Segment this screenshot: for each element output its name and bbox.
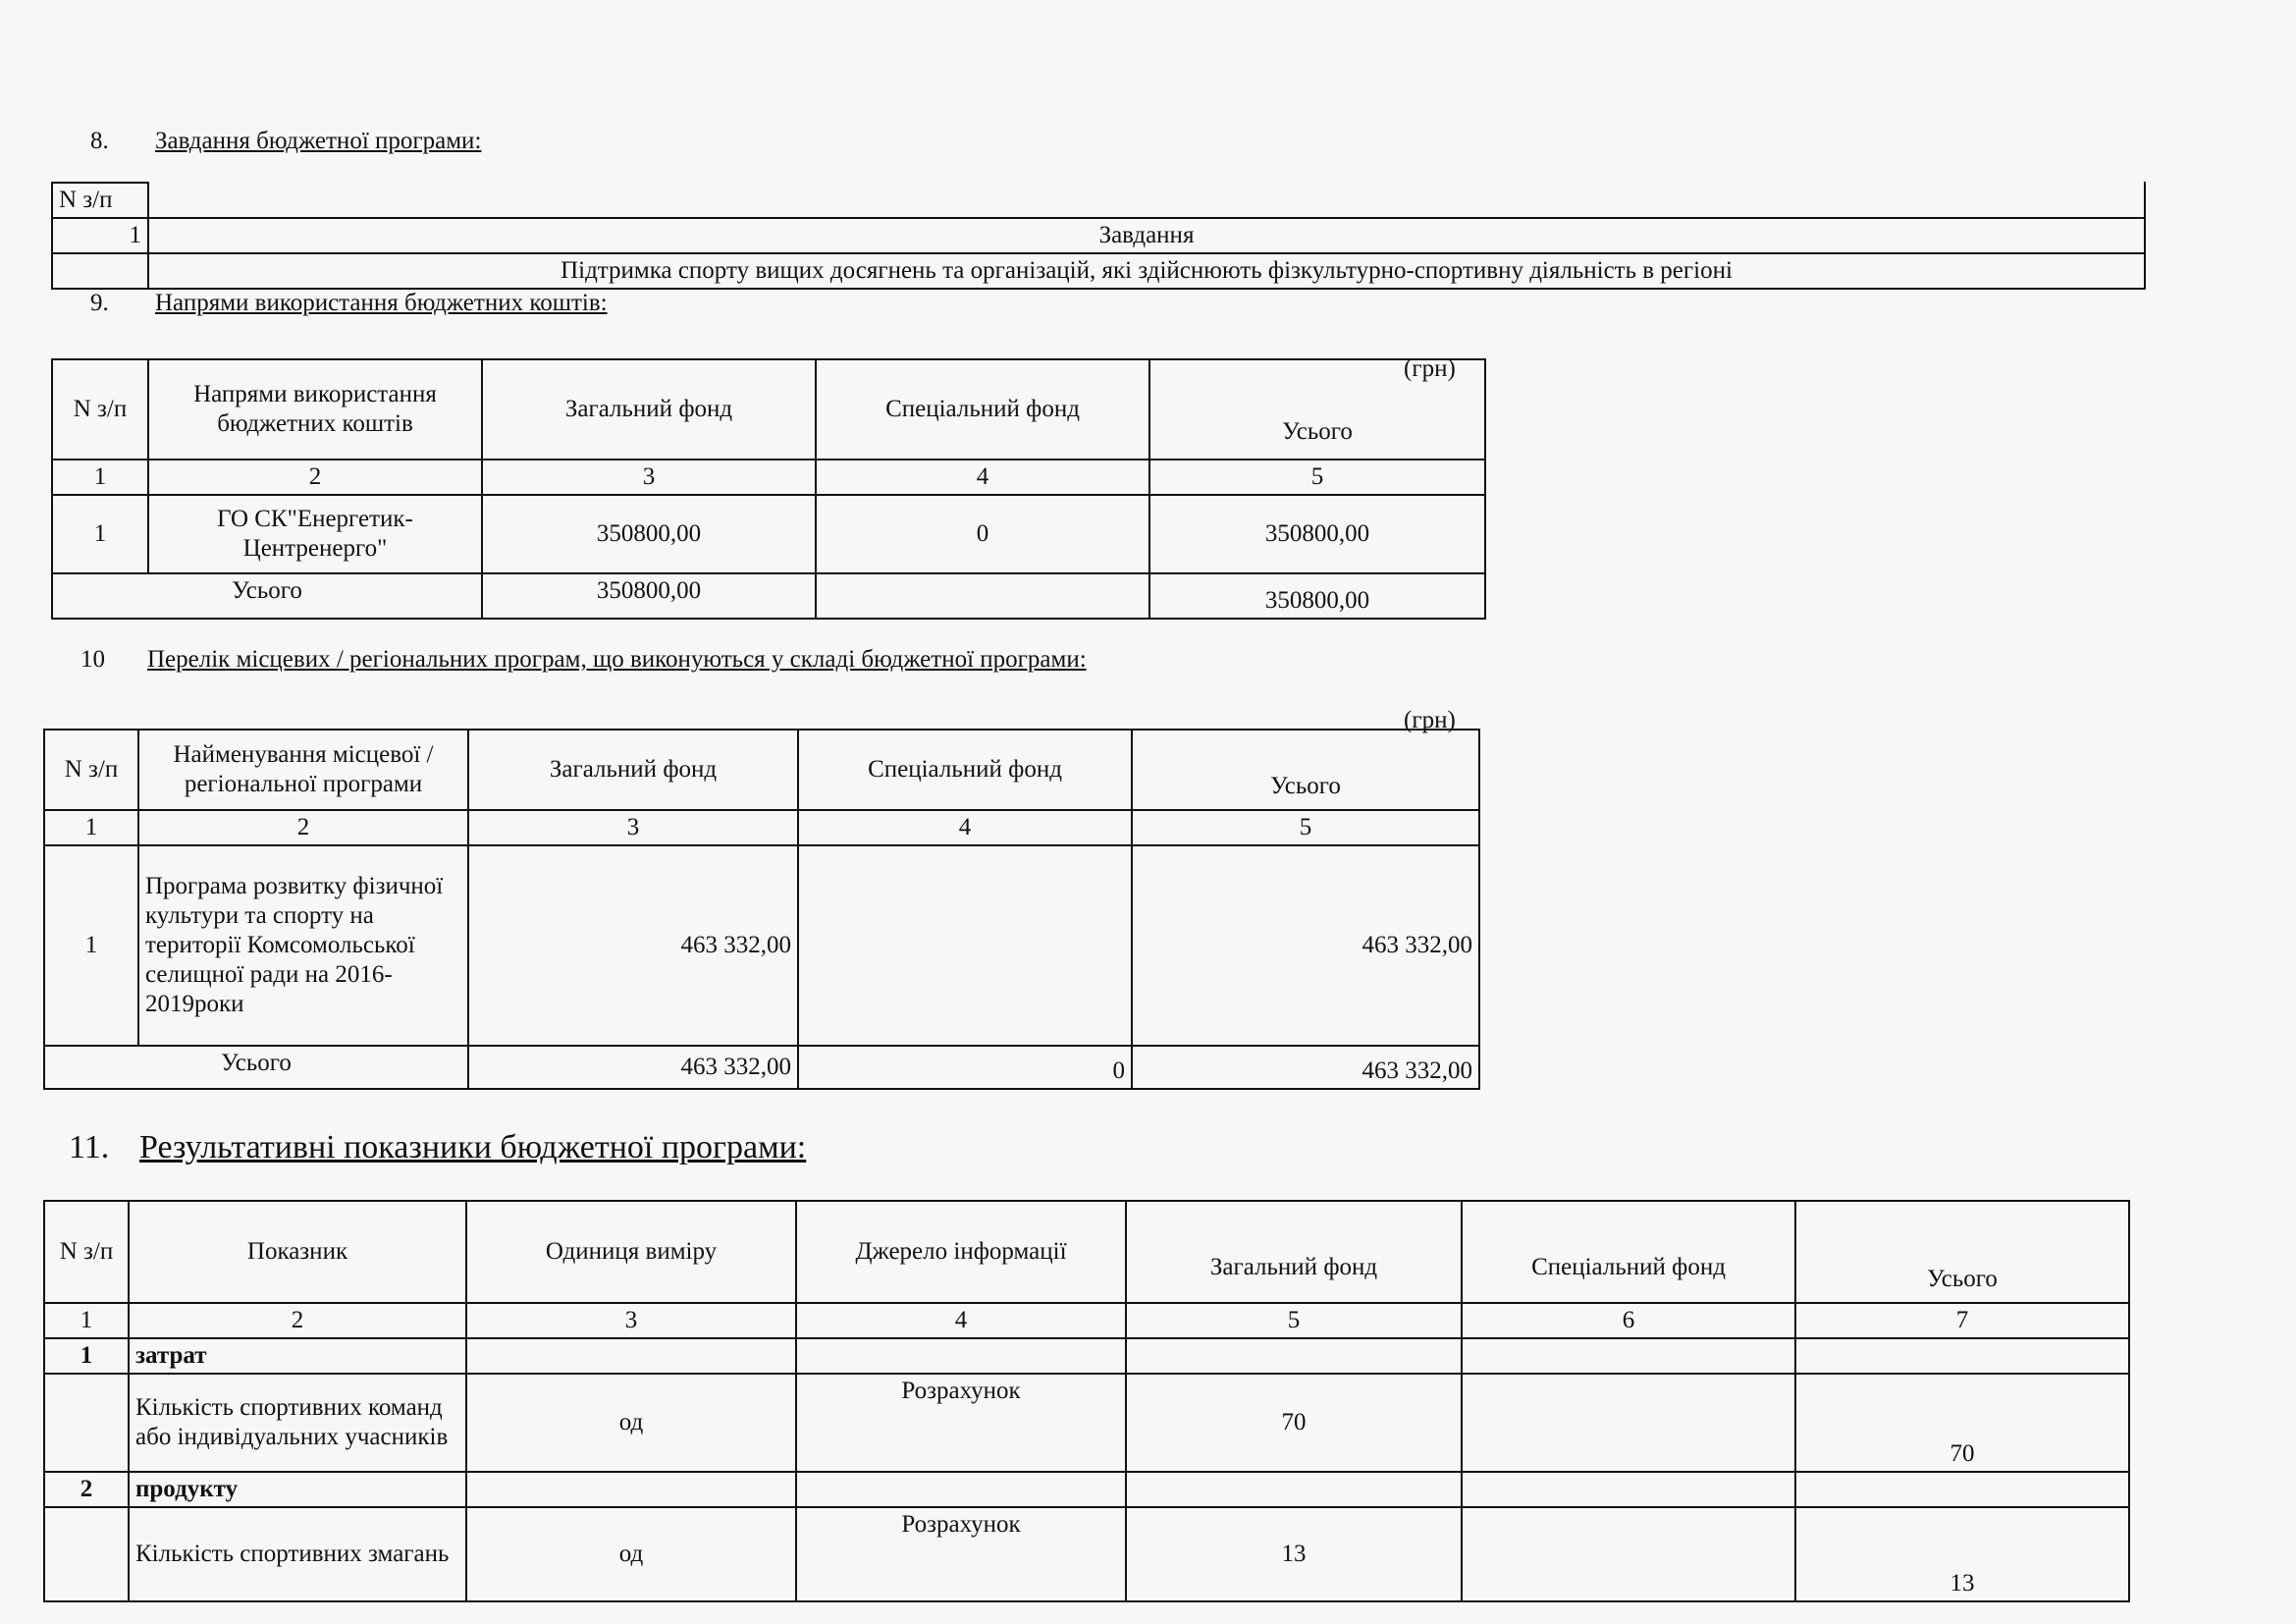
- recipient-name: ГО СК"Енергетик-Центренерго": [148, 495, 482, 573]
- table-row: [44, 845, 1479, 1046]
- table-row: [52, 253, 2145, 289]
- grand-total: 463 332,00: [1132, 1046, 1479, 1089]
- header-cell: Джерело інформації: [796, 1201, 1126, 1303]
- empty-cell: [1795, 1472, 2129, 1507]
- empty-cell: [796, 1338, 1126, 1374]
- column-number: 3: [482, 460, 816, 495]
- indicator-source: Розрахунок: [796, 1507, 1126, 1601]
- header-cell: N з/п: [44, 1201, 129, 1303]
- column-number-row: [52, 460, 1485, 495]
- header-cell: Усього: [1795, 1201, 2129, 1303]
- indicator-name: Кількість спортивних команд або індивідуальних учасників: [129, 1374, 466, 1472]
- row-number: 1: [52, 495, 148, 573]
- column-number: 3: [466, 1303, 796, 1338]
- section-8-heading: [90, 128, 481, 155]
- empty-cell: [44, 1507, 129, 1601]
- row-number: 1: [52, 218, 148, 253]
- indicator-name: Кількість спортивних змагань: [129, 1507, 466, 1601]
- section-11-heading: [69, 1129, 806, 1166]
- special-fund-value: [1462, 1374, 1795, 1472]
- empty-cell: [1126, 1472, 1462, 1507]
- empty-cell: [466, 1338, 796, 1374]
- group-label: продукту: [129, 1472, 466, 1507]
- section-number: 8.: [90, 128, 109, 154]
- section-title: Завдання бюджетної програми:: [155, 128, 482, 154]
- total-value: 13: [1795, 1507, 2129, 1601]
- indicator-unit: од: [466, 1507, 796, 1601]
- grand-total: 350800,00: [1149, 573, 1485, 619]
- table-header-row: [44, 730, 1479, 810]
- section-title: Перелік місцевих / регіональних програм, що виконуються у складі бюджетної програми:: [147, 646, 1087, 673]
- column-number: 2: [129, 1303, 466, 1338]
- general-fund-value: 463 332,00: [468, 845, 798, 1046]
- header-cell: Напрями використання бюджетних коштів: [148, 359, 482, 460]
- group-row: [44, 1338, 2129, 1374]
- header-cell: Усього: [1149, 359, 1485, 460]
- header-cell: N з/п: [44, 730, 138, 810]
- special-fund-total: 0: [798, 1046, 1132, 1089]
- column-number: 5: [1132, 810, 1479, 845]
- column-number: 4: [816, 460, 1149, 495]
- empty-cell: [466, 1472, 796, 1507]
- empty-cell: [1462, 1472, 1795, 1507]
- general-fund-value: 13: [1126, 1507, 1462, 1601]
- section-title: Результативні показники бюджетної програми:: [139, 1129, 807, 1165]
- header-cell: Загальний фонд: [482, 359, 816, 460]
- header-cell: Показник: [129, 1201, 466, 1303]
- header-cell: Спеціальний фонд: [1462, 1201, 1795, 1303]
- column-number: 4: [798, 810, 1132, 845]
- group-number: 2: [44, 1472, 129, 1507]
- header-cell: Загальний фонд: [1126, 1201, 1462, 1303]
- header-cell: Усього: [1132, 730, 1479, 810]
- performance-indicators-table: [43, 1200, 2130, 1602]
- column-number: 3: [468, 810, 798, 845]
- special-fund-total: [816, 573, 1149, 619]
- section-title: Напрями використання бюджетних коштів:: [155, 290, 608, 316]
- budget-directions-table: [51, 358, 1486, 620]
- general-fund-total: 463 332,00: [468, 1046, 798, 1089]
- total-value: 463 332,00: [1132, 845, 1479, 1046]
- general-fund-value: 350800,00: [482, 495, 816, 573]
- currency-unit: (грн): [1404, 355, 1456, 382]
- column-number: 6: [1462, 1303, 1795, 1338]
- empty-cell: [1795, 1338, 2129, 1374]
- header-cell: Спеціальний фонд: [816, 359, 1149, 460]
- total-label: Усього: [44, 1046, 468, 1089]
- group-label: затрат: [129, 1338, 466, 1374]
- header-cell: Найменування місцевої / регіональної програми: [138, 730, 468, 810]
- special-fund-value: [798, 845, 1132, 1046]
- table-row: [52, 495, 1485, 573]
- total-label: Усього: [52, 573, 482, 619]
- column-number: 2: [138, 810, 468, 845]
- table-header-row: [44, 1201, 2129, 1303]
- header-cell: N з/п: [52, 183, 148, 218]
- total-row: [44, 1046, 1479, 1089]
- header-cell: Спеціальний фонд: [798, 730, 1132, 810]
- empty-cell: [1462, 1338, 1795, 1374]
- header-cell: N з/п: [52, 359, 148, 460]
- empty-cell: [44, 1374, 129, 1472]
- row-number: [52, 253, 148, 289]
- header-cell: Завдання: [148, 218, 2145, 253]
- empty-cell: [796, 1472, 1126, 1507]
- header-cell: Одиниця виміру: [466, 1201, 796, 1303]
- indicator-source: Розрахунок: [796, 1374, 1126, 1472]
- program-name: Програма розвитку фізичної культури та спорту на території Комсомольської селищної ради на 2016-2019роки: [138, 845, 468, 1046]
- section-number: 11.: [69, 1129, 110, 1165]
- regional-programs-table: [43, 729, 1480, 1090]
- section-9-heading: [90, 290, 608, 317]
- section-number: 10: [80, 646, 105, 673]
- special-fund-value: 0: [816, 495, 1149, 573]
- table-row: [44, 1374, 2129, 1472]
- general-fund-total: 350800,00: [482, 573, 816, 619]
- total-value: 350800,00: [1149, 495, 1485, 573]
- column-number-row: [44, 810, 1479, 845]
- total-row: [52, 573, 1485, 619]
- group-number: 1: [44, 1338, 129, 1374]
- special-fund-value: [1462, 1507, 1795, 1601]
- group-row: [44, 1472, 2129, 1507]
- task-cell: Підтримка спорту вищих досягнень та організацій, які здійснюють фізкультурно-спортивну діяльність в регіоні: [148, 253, 2145, 289]
- row-number: 1: [44, 845, 138, 1046]
- table-header-row: [52, 359, 1485, 460]
- table-row: [44, 1507, 2129, 1601]
- column-number: 5: [1126, 1303, 1462, 1338]
- column-number: 1: [52, 460, 148, 495]
- section-number: 9.: [90, 290, 109, 316]
- empty-cell: [1126, 1338, 1462, 1374]
- column-number: 2: [148, 460, 482, 495]
- column-number: 5: [1149, 460, 1485, 495]
- column-number: 7: [1795, 1303, 2129, 1338]
- total-value: 70: [1795, 1374, 2129, 1472]
- table-header-row: [52, 183, 2145, 218]
- column-number: 1: [44, 810, 138, 845]
- section-10-heading: [80, 646, 1087, 674]
- header-cell: [148, 183, 2145, 218]
- column-number: 1: [44, 1303, 129, 1338]
- tasks-table: [51, 182, 2146, 290]
- indicator-unit: од: [466, 1374, 796, 1472]
- table-row: [52, 218, 2145, 253]
- currency-unit: (грн): [1404, 707, 1456, 733]
- column-number: 4: [796, 1303, 1126, 1338]
- general-fund-value: 70: [1126, 1374, 1462, 1472]
- header-cell: Загальний фонд: [468, 730, 798, 810]
- column-number-row: [44, 1303, 2129, 1338]
